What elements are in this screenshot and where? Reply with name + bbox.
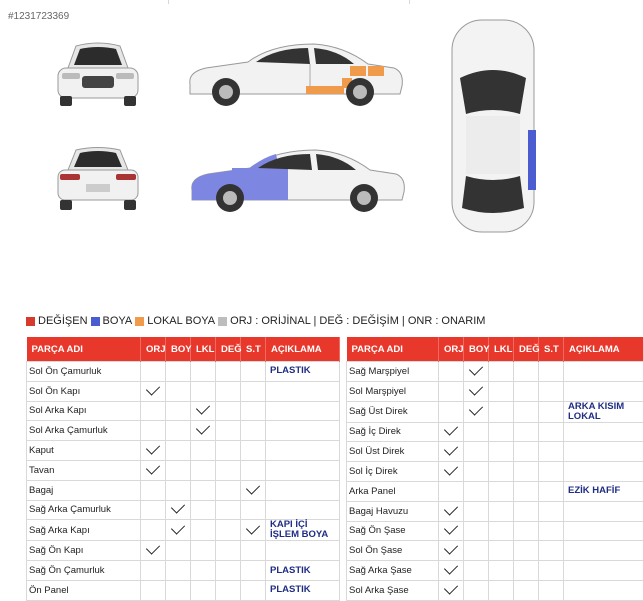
parts-table-right (346, 337, 643, 601)
status-cell-orj (439, 541, 464, 561)
status-cell-boy (166, 500, 191, 520)
status-cell-boy (166, 480, 191, 500)
status-cell-deg (216, 500, 241, 520)
status-cell-orj (141, 480, 166, 500)
part-note: PLASTIK (266, 580, 340, 600)
status-cell-lkl (489, 362, 514, 382)
status-cell-orj (141, 381, 166, 401)
column-header: BOY (464, 337, 489, 362)
status-cell-orj (141, 460, 166, 480)
status-cell-st (241, 561, 266, 581)
part-name: Sol Arka Kapı (27, 401, 141, 421)
status-cell-st (241, 520, 266, 541)
status-cell-st (539, 501, 564, 521)
status-cell-orj (141, 541, 166, 561)
status-cell-orj (439, 422, 464, 442)
table-row (347, 462, 643, 482)
part-note: ARKA KISIM LOKAL (564, 401, 643, 422)
status-cell-st (539, 401, 564, 422)
column-header: AÇIKLAMA (266, 337, 340, 362)
status-cell-boy (166, 421, 191, 441)
part-name: Sol Ön Şase (347, 541, 439, 561)
status-cell-boy (166, 362, 191, 382)
column-header: DEĞ (216, 337, 241, 362)
status-cell-deg (514, 580, 539, 600)
table-row (347, 580, 643, 600)
parts-table-left (26, 337, 340, 601)
status-cell-st (241, 460, 266, 480)
table-row (27, 362, 340, 382)
status-cell-orj (439, 521, 464, 541)
status-cell-st (241, 541, 266, 561)
checkmark-icon (469, 361, 483, 375)
part-name: Sağ İç Direk (347, 422, 439, 442)
status-cell-lkl (191, 561, 216, 581)
table-row (27, 401, 340, 421)
checkmark-icon (246, 520, 260, 534)
status-cell-lkl (489, 561, 514, 581)
table-row (347, 362, 643, 382)
table-row (27, 500, 340, 520)
status-cell-deg (216, 421, 241, 441)
status-cell-orj (439, 401, 464, 422)
table-row (27, 441, 340, 461)
status-cell-deg (216, 460, 241, 480)
part-note (266, 381, 340, 401)
part-name: Sol Üst Direk (347, 442, 439, 462)
status-cell-st (539, 521, 564, 541)
status-cell-st (241, 580, 266, 600)
car-rear-view (52, 144, 144, 214)
legend-swatch-orijinal (218, 317, 227, 326)
status-cell-orj (439, 580, 464, 600)
checkmark-icon (246, 480, 260, 494)
legend-item-abbreviations: ORJ : ORİJİNAL | DEĞ : DEĞİŞİM | ONR : ONARIM (218, 315, 485, 327)
checkmark-icon (444, 541, 458, 555)
top-strip (0, 0, 643, 4)
column-header: LKL (191, 337, 216, 362)
part-name: Tavan (27, 460, 141, 480)
status-cell-boy (166, 441, 191, 461)
status-cell-lkl (191, 480, 216, 500)
image-id-label: #1231723369 (8, 11, 69, 22)
table-row (347, 561, 643, 581)
status-cell-boy (464, 422, 489, 442)
part-note (564, 462, 643, 482)
status-cell-st (539, 541, 564, 561)
table-row (347, 521, 643, 541)
status-cell-boy (464, 442, 489, 462)
part-name: Sağ Arka Şase (347, 561, 439, 581)
status-cell-boy (464, 462, 489, 482)
status-cell-deg (514, 401, 539, 422)
status-cell-deg (514, 422, 539, 442)
part-note (266, 441, 340, 461)
status-cell-orj (141, 362, 166, 382)
column-header: AÇIKLAMA (564, 337, 643, 362)
part-name: Sağ Ön Şase (347, 521, 439, 541)
status-cell-boy (464, 580, 489, 600)
part-note (564, 362, 643, 382)
part-note (564, 561, 643, 581)
part-note (564, 501, 643, 521)
status-cell-boy (464, 521, 489, 541)
part-name: Sol Ön Kapı (27, 381, 141, 401)
status-cell-st (241, 381, 266, 401)
table-row (27, 460, 340, 480)
status-cell-boy (464, 401, 489, 422)
status-cell-lkl (191, 421, 216, 441)
status-cell-orj (141, 520, 166, 541)
status-cell-lkl (489, 422, 514, 442)
status-cell-st (241, 421, 266, 441)
status-cell-deg (216, 541, 241, 561)
status-cell-lkl (191, 381, 216, 401)
part-name: Sol Arka Çamurluk (27, 421, 141, 441)
column-header: DEĞ (514, 337, 539, 362)
status-cell-boy (166, 520, 191, 541)
status-cell-lkl (489, 442, 514, 462)
part-name: Sağ Arka Çamurluk (27, 500, 141, 520)
status-cell-st (539, 422, 564, 442)
status-cell-st (241, 500, 266, 520)
part-name: Sağ Üst Direk (347, 401, 439, 422)
checkmark-icon (444, 521, 458, 535)
status-cell-deg (514, 462, 539, 482)
status-cell-st (241, 401, 266, 421)
status-cell-lkl (191, 520, 216, 541)
status-cell-orj (439, 462, 464, 482)
status-cell-lkl (489, 401, 514, 422)
checkmark-icon (444, 442, 458, 456)
status-cell-st (539, 381, 564, 401)
status-cell-orj (141, 401, 166, 421)
legend-swatch-degisen (26, 317, 35, 326)
status-cell-st (539, 481, 564, 501)
status-cell-lkl (191, 401, 216, 421)
status-cell-orj (439, 381, 464, 401)
checkmark-icon (444, 580, 458, 594)
status-cell-lkl (489, 521, 514, 541)
status-cell-lkl (191, 362, 216, 382)
part-note (564, 442, 643, 462)
status-cell-deg (514, 541, 539, 561)
checkmark-icon (196, 421, 210, 435)
status-cell-orj (439, 362, 464, 382)
status-cell-boy (166, 580, 191, 600)
status-cell-lkl (191, 500, 216, 520)
status-cell-lkl (191, 441, 216, 461)
checkmark-icon (171, 500, 185, 514)
status-cell-lkl (489, 541, 514, 561)
checkmark-icon (171, 520, 185, 534)
checkmark-icon (146, 441, 160, 455)
status-cell-orj (141, 500, 166, 520)
checkmark-icon (444, 462, 458, 476)
checkmark-icon (444, 561, 458, 575)
status-cell-boy (464, 501, 489, 521)
part-note (564, 422, 643, 442)
table-row (347, 381, 643, 401)
status-cell-deg (216, 561, 241, 581)
part-note (266, 541, 340, 561)
checkmark-icon (444, 501, 458, 515)
table-row (27, 480, 340, 500)
status-cell-boy (166, 541, 191, 561)
status-cell-lkl (489, 462, 514, 482)
status-cell-lkl (489, 481, 514, 501)
status-cell-boy (464, 541, 489, 561)
table-row (347, 481, 643, 501)
status-cell-lkl (489, 580, 514, 600)
status-cell-deg (216, 362, 241, 382)
table-row (27, 541, 340, 561)
status-cell-deg (514, 561, 539, 581)
status-cell-deg (514, 362, 539, 382)
table-row (27, 381, 340, 401)
part-name: Kaput (27, 441, 141, 461)
status-cell-boy (166, 460, 191, 480)
status-cell-st (241, 480, 266, 500)
status-cell-lkl (191, 580, 216, 600)
column-header: PARÇA ADI (347, 337, 439, 362)
column-header: BOY (166, 337, 191, 362)
part-note (266, 460, 340, 480)
status-cell-orj (141, 441, 166, 461)
part-name: Sağ Arka Kapı (27, 520, 141, 541)
checkmark-icon (469, 381, 483, 395)
status-cell-orj (141, 580, 166, 600)
column-header: ORJ (141, 337, 166, 362)
table-row (347, 422, 643, 442)
status-cell-lkl (489, 501, 514, 521)
status-cell-st (539, 462, 564, 482)
table-row (347, 501, 643, 521)
part-note: KAPI İÇİ İŞLEM BOYA (266, 520, 340, 541)
column-header: LKL (489, 337, 514, 362)
legend (26, 315, 488, 327)
legend-swatch-boya (91, 317, 100, 326)
checkmark-icon (146, 381, 160, 395)
column-header: PARÇA ADI (27, 337, 141, 362)
part-note: PLASTIK (266, 362, 340, 382)
part-name: Sol Arka Şase (347, 580, 439, 600)
part-name: Ön Panel (27, 580, 141, 600)
status-cell-orj (439, 442, 464, 462)
status-cell-st (539, 561, 564, 581)
table-header-row (27, 337, 340, 362)
part-note (564, 521, 643, 541)
part-name: Arka Panel (347, 481, 439, 501)
status-cell-boy (464, 362, 489, 382)
status-cell-deg (514, 381, 539, 401)
status-cell-orj (439, 481, 464, 501)
part-note (266, 480, 340, 500)
checkmark-icon (196, 401, 210, 415)
part-name: Bagaj (27, 480, 141, 500)
legend-item-boya: BOYA (91, 315, 133, 327)
table-row (27, 580, 340, 600)
part-name: Sol İç Direk (347, 462, 439, 482)
table-row (27, 421, 340, 441)
status-cell-deg (216, 580, 241, 600)
status-cell-orj (141, 421, 166, 441)
status-cell-deg (216, 520, 241, 541)
status-cell-boy (166, 381, 191, 401)
part-note: EZİK HAFİF (564, 481, 643, 501)
column-header: ORJ (439, 337, 464, 362)
status-cell-deg (514, 501, 539, 521)
part-name: Sağ Marşpiyel (347, 362, 439, 382)
car-front-view (50, 38, 146, 110)
part-note (564, 381, 643, 401)
part-note (564, 541, 643, 561)
part-name: Sol Ön Çamurluk (27, 362, 141, 382)
status-cell-deg (216, 381, 241, 401)
status-cell-orj (439, 561, 464, 581)
checkmark-icon (469, 402, 483, 416)
status-cell-boy (464, 561, 489, 581)
legend-swatch-lokal-boya (135, 317, 144, 326)
legend-item-lokal-boya: LOKAL BOYA (135, 315, 215, 327)
status-cell-deg (514, 442, 539, 462)
status-cell-st (241, 362, 266, 382)
column-header: S.T (241, 337, 266, 362)
status-cell-lkl (191, 460, 216, 480)
status-cell-deg (514, 481, 539, 501)
checkmark-icon (146, 460, 160, 474)
status-cell-deg (216, 480, 241, 500)
status-cell-st (539, 442, 564, 462)
status-cell-lkl (489, 381, 514, 401)
table-row (347, 442, 643, 462)
part-name: Sağ Ön Kapı (27, 541, 141, 561)
car-left-side-view (184, 40, 406, 108)
status-cell-lkl (191, 541, 216, 561)
part-note: PLASTIK (266, 561, 340, 581)
car-right-side-view (186, 146, 408, 214)
table-row (347, 541, 643, 561)
status-cell-boy (464, 381, 489, 401)
part-note (266, 500, 340, 520)
part-name: Sağ Ön Çamurluk (27, 561, 141, 581)
status-cell-deg (216, 401, 241, 421)
status-cell-boy (464, 481, 489, 501)
table-row (347, 401, 643, 422)
part-note (564, 580, 643, 600)
part-note (266, 421, 340, 441)
status-cell-st (539, 362, 564, 382)
status-cell-boy (166, 401, 191, 421)
part-name: Sol Marşpiyel (347, 381, 439, 401)
status-cell-deg (514, 521, 539, 541)
table-row (27, 520, 340, 541)
checkmark-icon (146, 541, 160, 555)
status-cell-st (539, 580, 564, 600)
checkmark-icon (444, 422, 458, 436)
legend-item-degisen: DEĞİŞEN (26, 315, 88, 327)
car-top-view (446, 18, 540, 234)
status-cell-deg (216, 441, 241, 461)
status-cell-orj (439, 501, 464, 521)
table-header-row (347, 337, 643, 362)
status-cell-boy (166, 561, 191, 581)
status-cell-orj (141, 561, 166, 581)
part-name: Bagaj Havuzu (347, 501, 439, 521)
column-header: S.T (539, 337, 564, 362)
status-cell-st (241, 441, 266, 461)
table-row (27, 561, 340, 581)
part-note (266, 401, 340, 421)
